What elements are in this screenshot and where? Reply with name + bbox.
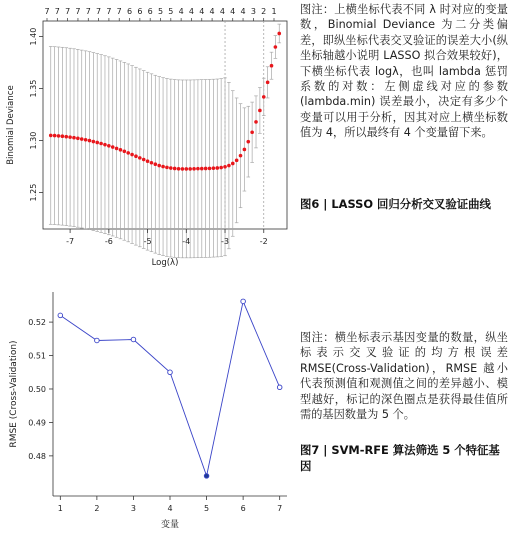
- deviance-point: [246, 140, 250, 144]
- deviance-point: [177, 167, 181, 171]
- deviance-point: [130, 153, 134, 157]
- deviance-point: [157, 164, 161, 168]
- x-tick-label: 6: [240, 504, 246, 513]
- deviance-point: [262, 95, 266, 99]
- deviance-point: [165, 166, 169, 170]
- top-axis-label: 1: [271, 7, 277, 16]
- top-axis-label: 5: [168, 7, 174, 16]
- deviance-point: [181, 167, 185, 171]
- top-axis-label: 7: [44, 7, 50, 16]
- deviance-point: [254, 120, 258, 124]
- deviance-point: [72, 136, 76, 140]
- top-axis-label: 7: [65, 7, 71, 16]
- top-axis-label: 6: [147, 7, 153, 16]
- figure-7-caption: 图7 | SVM-RFE 算法筛选 5 个特征基因: [300, 443, 500, 473]
- top-axis-label: 7: [75, 7, 81, 16]
- y-axis-title: Binomial Deviance: [6, 85, 16, 165]
- top-axis-label: 7: [54, 7, 60, 16]
- deviance-point: [99, 142, 103, 146]
- deviance-point: [64, 135, 68, 139]
- deviance-point: [115, 147, 119, 151]
- deviance-point: [270, 64, 274, 68]
- deviance-point: [80, 137, 84, 141]
- deviance-point: [219, 166, 223, 170]
- deviance-point: [57, 134, 61, 138]
- deviance-point: [223, 165, 227, 169]
- deviance-point: [243, 148, 247, 152]
- deviance-point: [138, 156, 142, 160]
- figure-6-note: 图注：上横坐标代表不同 λ 时对应的变量数，Binomial Deviance 为二分类偏差，即纵坐标代表交叉验证的误差大小(纵坐标轴越小说明 LASSO 拟合效果较好)，下横坐标代表 logλ，也叫 lambda 惩罚系数的对数：左侧虚线对应的参数 (lambda.min) 误差最小，决定有多少个变量可以用于分析，因其对应上横坐标数值为 4，所以最终有 4 个变量留下来。: [300, 3, 508, 140]
- deviance-point: [231, 162, 235, 166]
- x-tick-label: -4: [182, 237, 191, 246]
- y-tick-label: 0.52: [28, 318, 46, 328]
- x-tick-label: -5: [143, 237, 152, 246]
- deviance-point: [250, 130, 254, 134]
- y-tick-label: 1.35: [29, 79, 38, 98]
- top-axis-label: 4: [219, 7, 225, 16]
- deviance-point: [119, 148, 123, 152]
- deviance-point: [92, 140, 96, 144]
- deviance-point: [173, 167, 177, 171]
- deviance-point: [274, 45, 278, 49]
- top-axis-label: 4: [188, 7, 195, 16]
- deviance-point: [68, 135, 72, 139]
- top-axis-label: 6: [126, 7, 133, 16]
- deviance-point: [126, 151, 130, 155]
- y-tick-label: 0.50: [28, 384, 46, 394]
- top-axis-label: 4: [230, 7, 236, 16]
- deviance-point: [53, 134, 57, 138]
- deviance-point: [235, 159, 239, 163]
- deviance-point: [196, 167, 200, 171]
- top-axis-label: 4: [178, 7, 184, 16]
- rmse-point: [131, 337, 136, 342]
- deviance-point: [146, 159, 150, 163]
- top-axis-label: 5: [157, 7, 164, 16]
- deviance-point: [107, 144, 111, 148]
- rmse-point: [95, 338, 100, 343]
- y-tick-label: 0.51: [28, 351, 46, 361]
- deviance-point: [204, 167, 208, 171]
- rmse-point: [58, 313, 63, 318]
- x-axis-title: Log(λ): [151, 258, 179, 268]
- deviance-point: [123, 150, 127, 154]
- lasso-cv-chart: [0, 0, 296, 275]
- top-axis-label: 7: [85, 7, 91, 16]
- y-tick-label: 1.25: [29, 183, 38, 202]
- deviance-point: [208, 167, 212, 171]
- rmse-point: [277, 385, 282, 390]
- rmse-point: [241, 299, 246, 304]
- x-tick-label: 3: [130, 504, 136, 513]
- deviance-point: [161, 165, 165, 169]
- deviance-point: [154, 162, 158, 166]
- x-tick-label: 1: [57, 504, 63, 513]
- deviance-point: [258, 109, 262, 113]
- deviance-point: [76, 137, 80, 141]
- y-tick-label: 0.48: [28, 451, 46, 461]
- deviance-point: [134, 154, 138, 158]
- deviance-point: [95, 141, 99, 145]
- deviance-point: [49, 134, 53, 138]
- deviance-point: [169, 166, 173, 170]
- deviance-point: [266, 81, 270, 85]
- deviance-point: [150, 161, 154, 165]
- top-axis-label: 3: [250, 7, 256, 16]
- deviance-point: [277, 32, 281, 36]
- deviance-point: [215, 166, 219, 170]
- x-tick-label: -3: [221, 237, 230, 246]
- deviance-point: [239, 154, 243, 158]
- top-axis-label: 7: [116, 7, 122, 16]
- svm-rfe-chart: [0, 282, 296, 540]
- x-tick-label: 5: [204, 504, 210, 513]
- x-axis-title: 变量: [160, 520, 180, 530]
- x-tick-label: 4: [167, 504, 173, 513]
- deviance-point: [61, 134, 65, 138]
- y-axis-title: RMSE (Cross-Validation): [9, 340, 19, 448]
- deviance-point: [111, 145, 115, 149]
- y-tick-label: 1.30: [29, 131, 38, 150]
- x-tick-label: -7: [66, 237, 75, 246]
- x-tick-label: 7: [277, 504, 283, 513]
- deviance-point: [188, 167, 192, 171]
- deviance-point: [88, 139, 92, 143]
- figure-7-note: 图注：横坐标表示基因变量的数量，纵坐标表示交叉验证的均方根误差 RMSE(Cross-Validation)，RMSE 越小代表预测值和观测值之间的差异越小、模型越好，标记的深色圈点是获得最佳值所需的基因数量为 5 个。: [300, 331, 508, 422]
- top-axis-label: 4: [199, 7, 205, 16]
- deviance-point: [142, 158, 146, 162]
- rmse-point: [168, 370, 173, 375]
- deviance-point: [103, 143, 107, 147]
- deviance-point: [200, 167, 204, 171]
- y-tick-label: 1.40: [29, 27, 38, 46]
- figure-6-caption: 图6 | LASSO 回归分析交叉验证曲线: [300, 197, 491, 211]
- y-tick-label: 0.49: [28, 418, 46, 428]
- best-rmse-point: [204, 474, 209, 479]
- deviance-point: [212, 166, 216, 170]
- deviance-point: [84, 138, 88, 142]
- x-tick-label: -2: [259, 237, 268, 246]
- top-axis-label: 4: [240, 7, 246, 16]
- top-axis-label: 4: [209, 7, 215, 16]
- x-tick-label: 2: [94, 504, 100, 513]
- top-axis-label: 2: [261, 7, 267, 16]
- x-tick-label: -6: [104, 237, 113, 246]
- rmse-line: [60, 301, 279, 476]
- deviance-point: [227, 164, 231, 168]
- deviance-point: [192, 167, 196, 171]
- top-axis-label: 7: [96, 7, 102, 16]
- plot-frame: [43, 21, 287, 229]
- top-axis-label: 7: [106, 7, 112, 16]
- top-axis-label: 6: [137, 7, 143, 16]
- deviance-point: [185, 167, 189, 171]
